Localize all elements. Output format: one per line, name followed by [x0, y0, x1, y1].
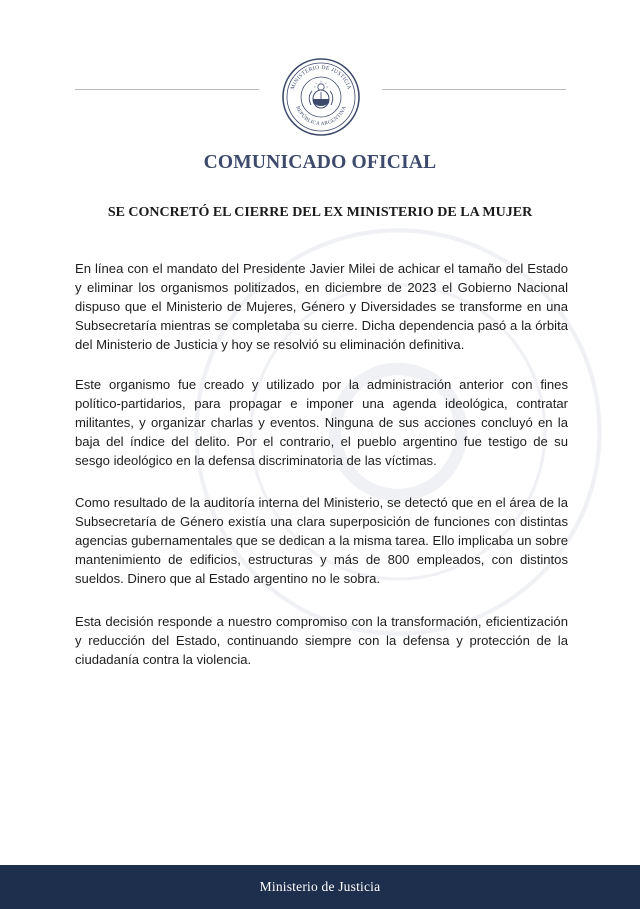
ministry-seal-logo [281, 57, 361, 137]
body-paragraph-2: Este organismo fue creado y utilizado por la administración anterior con fines político-partidarios, para propagar e imponer una agenda ideológica, contratar militantes, y organizar charlas y eventos. Ninguna de sus acciones concluyó en la baja del índice del delito. Por el contrario, el pueblo argentino fue testigo de su sesgo ideológico en la defensa discriminatoria de las víctimas. [75, 377, 568, 469]
document-title: COMUNICADO OFICIAL [203, 152, 437, 173]
seal-text-top: MINISTERIO DE JUSTICIA [290, 64, 352, 91]
document-subtitle: SE CONCRETÓ EL CIERRE DEL EX MINISTERIO DE LA MUJER [107, 205, 533, 220]
footer-bar [0, 865, 640, 909]
body-paragraph-1: En línea con el mandato del Presidente Javier Milei de achicar el tamaño del Estado y eliminar los organismos politizados, en diciembre de 2023 el Gobierno Nacional dispuso que el Ministerio de Mujeres, Género y Diversidades se transforme en una Subsecretaría mientras se completaba su cierre. Dicha dependencia pasó a la órbita del Ministerio de Justicia y hoy se resolvió su eliminación definitiva. [75, 261, 568, 353]
header-rule-left [75, 89, 259, 90]
seal-text-bottom: REPÚBLICA ARGENTINA [294, 105, 348, 128]
header-rule-right [382, 89, 566, 90]
body-paragraph-4: Esta decisión responde a nuestro compromiso con la transformación, eficientización y reducción del Estado, continuando siempre con la defensa y protección de la ciudadanía contra la violencia. [75, 614, 568, 668]
body-paragraph-3: Como resultado de la auditoría interna del Ministerio, se detectó que en el área de la Subsecretaría de Género existía una clara superposición de funciones con distintas agencias gubernamentales que se dedican a la misma tarea. Ello implicaba un sobre mantenimiento de edificios, estructuras y más de 800 empleados, con distintos sueldos. Dinero que al Estado argentino no le sobra. [75, 495, 568, 587]
footer-ministry-label: Ministerio de Justicia [259, 879, 381, 894]
